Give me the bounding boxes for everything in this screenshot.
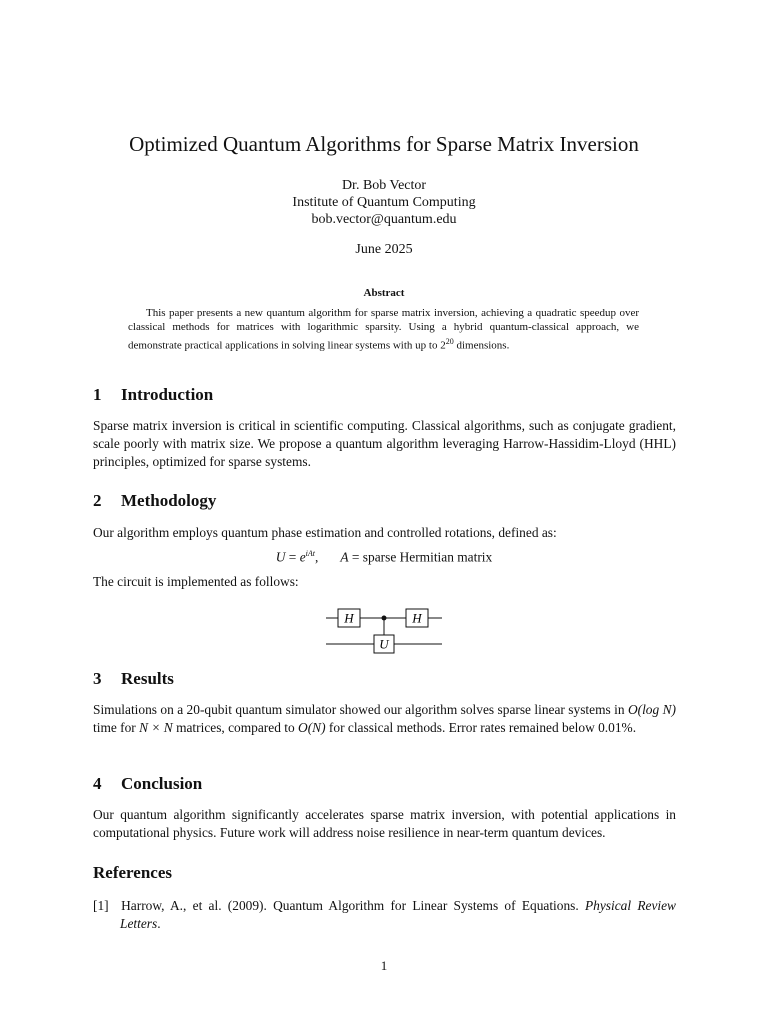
results-math: N × N <box>139 719 173 735</box>
hadamard-gate-label: H <box>344 610 354 626</box>
results-text: Simulations on a 20-qubit quantum simulator showed our algorithm solves sparse linear systems in <box>93 702 628 717</box>
page-number: 1 <box>380 958 388 973</box>
unitary-equation <box>0 549 768 565</box>
abstract-text-b: dimensions. <box>453 339 510 352</box>
reference-end: . <box>157 915 161 931</box>
eq-base: e <box>299 549 306 565</box>
results-text: time for <box>93 719 140 735</box>
section-number: 3 <box>93 669 102 688</box>
eq-equals: = <box>285 549 300 565</box>
quantum-circuit <box>320 600 450 660</box>
eq-lhs: U <box>275 549 286 565</box>
introduction-paragraph: Sparse matrix inversion is critical in scientific computing. Classical algorithms, such as conjugate gradient, scale poorly with matrix size. We propose a quantum algorithm leveraging Harrow-Hassidim-Lloyd (HHL) principles, optimized for sparse systems. <box>93 418 676 469</box>
paper-title: Optimized Quantum Algorithms for Sparse Matrix Inversion <box>129 132 639 156</box>
paper-date: June 2025 <box>355 242 413 257</box>
section-title: Results <box>121 669 174 688</box>
section-title: Methodology <box>121 491 217 510</box>
abstract-text <box>128 306 639 353</box>
conclusion-paragraph: Our quantum algorithm significantly accelerates sparse matrix inversion, with potential applications in computational physics. Future work will address noise resilience in near-term quantum devices. <box>93 807 676 840</box>
results-math: O(log N) <box>627 702 676 717</box>
section-heading-results <box>93 669 174 689</box>
circuit-intro: The circuit is implemented as follows: <box>93 574 299 589</box>
hadamard-gate-label: H <box>412 610 422 626</box>
eq-exponent: iAt <box>305 549 315 558</box>
section-heading-introduction <box>93 385 213 405</box>
reference-text: Harrow, A., et al. (2009). Quantum Algorithm for Linear Systems of Equations. <box>121 898 585 913</box>
section-title: Conclusion <box>121 774 203 793</box>
reference-label: [1] <box>93 898 109 913</box>
section-number: 2 <box>93 491 102 510</box>
section-heading-methodology <box>93 491 216 511</box>
reference-item <box>93 897 676 933</box>
eq-rhs-text: = sparse Hermitian matrix <box>348 549 493 565</box>
section-number: 1 <box>93 385 102 404</box>
abstract-exponent: 20 <box>445 336 454 346</box>
reference-venue: Physical Review Letters <box>120 898 676 931</box>
results-text: for classical methods. Error rates remained below 0.01%. <box>325 719 637 735</box>
eq-separator: , <box>315 549 319 565</box>
eq-rhs-var: A <box>340 549 349 565</box>
section-number: 4 <box>93 774 102 793</box>
section-title: Introduction <box>121 385 214 404</box>
section-heading-conclusion <box>93 774 202 794</box>
references-heading: References <box>93 863 172 882</box>
author-name: Dr. Bob Vector <box>341 178 427 193</box>
results-paragraph <box>93 701 676 737</box>
abstract-heading: Abstract <box>363 287 405 299</box>
results-text: matrices, compared to <box>172 719 299 735</box>
methodology-paragraph: Our algorithm employs quantum phase estimation and controlled rotations, defined as: <box>93 525 557 540</box>
unitary-gate-label: U <box>379 636 389 652</box>
author-email: bob.vector@quantum.edu <box>311 212 457 227</box>
author-affiliation: Institute of Quantum Computing <box>292 195 476 210</box>
results-math: O(N) <box>298 719 326 735</box>
abstract-text-a: This paper presents a new quantum algorithm for sparse matrix inversion, achieving a quadratic speedup over classical methods for matrices with logarithmic sparsity. Using a hybrid quantum-classical approach, we demonstrate practical applications in solving linear systems with up to 2 <box>128 307 639 352</box>
